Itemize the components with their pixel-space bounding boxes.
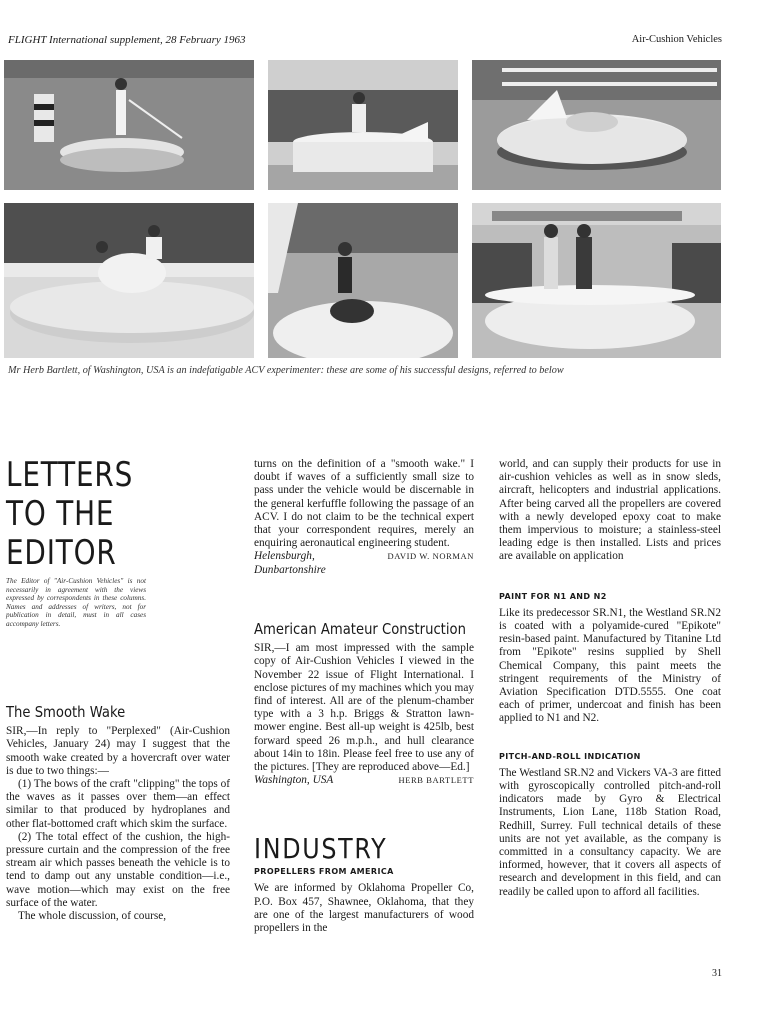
american-column <box>254 620 474 787</box>
american-place: Washington, USA <box>254 774 334 787</box>
running-header-left: FLIGHT International supplement, 28 February 1963 <box>8 34 246 46</box>
industry-column-continued <box>499 458 721 899</box>
photo-caption: Mr Herb Bartlett, of Washington, USA is an indefatigable ACV experimenter: these are some of his successful designs, referred to below <box>8 365 564 376</box>
propellers-paragraph: We are informed by Oklahoma Propeller Co, P.O. Box 457, Shawnee, Oklahoma, that they are one of the largest manufacturers of wood propellers in the <box>254 882 474 935</box>
smooth-wake-paragraph-3: (2) The total effect of the cushion, the high-pressure curtain and the compression of the free stream air which passes beneath the vehicle is to tend to damp out any unstable condition—i.e., wave motion—which may exist on the free surface of the water. <box>6 830 230 909</box>
paint-paragraph: Like its predecessor SR.N1, the Westland SR.N2 is coated with a polyamide-cured "Epikote" resin-based paint. Manufactured by Titanine Ltd from "Epikote" resins supplied by Shell Chemical Company, this paint meets the stringent requirements of the Ministry of Aviation Specification DTD.5555. One coat each of primer, undercoat and finish has been applied to N1 and N2. <box>499 606 721 725</box>
american-signature: HERB BARTLETT <box>398 775 474 786</box>
smooth-wake-heading: The Smooth Wake <box>6 703 126 721</box>
photo-craft-with-children <box>4 203 254 358</box>
page-number: 31 <box>712 968 722 979</box>
letters-title-line-2: TO THE <box>6 494 115 534</box>
photo-craft-with-two-men <box>472 203 721 358</box>
smooth-wake-paragraph-5: turns on the definition of a "smooth wake." I doubt if waves of a sufficiently small size to pass under the vehicle would be discernable in the general kerfuffle following the passage of an ACV. I do not claim to be the technical expert that your correspondent requires, merely an enquiring aeronautical engineering student. <box>254 458 474 550</box>
smooth-wake-paragraph-4: The whole discussion, of course, <box>18 910 167 923</box>
american-heading: American Amateur Construction <box>254 620 466 638</box>
photo-craft-with-operator <box>268 203 458 358</box>
smooth-wake-paragraph-2: (1) The bows of the craft "clipping" the tops of the waves as it passes over them—an effect similar to that produced by hydroplanes and other flat-bottomed craft which skim the surface. <box>6 778 230 830</box>
smooth-wake-place-2: Dunbartonshire <box>254 563 326 576</box>
smooth-wake-place-1 <box>254 550 474 563</box>
editor-disclaimer: The Editor of "Air-Cushion Vehicles" is not necessarily in agreement with the views expressed by correspondents in these columns. Names and addresses of writers, not for publication in detail, must in all cases accompany letters. <box>6 577 146 628</box>
letters-title-line-3: EDITOR <box>6 533 117 573</box>
smooth-wake-place-line-1: Helensburgh, <box>254 550 315 563</box>
smooth-wake-column <box>6 703 230 923</box>
photo-craft-on-water <box>4 60 254 190</box>
running-header-right: Air-Cushion Vehicles <box>631 34 722 45</box>
paint-subheading: PAINT FOR N1 AND N2 <box>499 591 607 601</box>
industry-heading: INDUSTRY <box>254 832 388 865</box>
smooth-wake-signature: DAVID W. NORMAN <box>387 551 474 562</box>
industry-column <box>254 832 474 935</box>
smooth-wake-paragraph-1: SIR,—In reply to "Perplexed" (Air-Cushion Vehicles, January 24) may I suggest that the smooth wake created by a hovercraft over water is due to two things:— <box>6 725 230 777</box>
propellers-subheading: PROPELLERS FROM AMERICA <box>254 867 394 877</box>
american-place-line <box>254 774 474 787</box>
letters-title-line-1: LETTERS <box>6 455 134 495</box>
photo-craft-with-rider <box>268 60 458 190</box>
smooth-wake-continued <box>254 458 474 577</box>
pitch-roll-paragraph: The Westland SR.N2 and Vickers VA-3 are fitted with gyroscopically controlled pitch-and-roll indicators made by Gyro & Electrical Instruments, Lion Lane, 118b Station Road, Redhill, Surrey. Full technical details of these units are not yet available, as the company is committed in a consultancy capacity. We are informed, however, that it covers all aspects of research and development in this field, and can readily be called upon to afford all facilities. <box>499 766 721 898</box>
american-body: SIR,—I am most impressed with the sample copy of Air-Cushion Vehicles I viewed in the November 22 issue of Flight International. I enclose pictures of my machines which you may find of interest. All are of the plenum-chamber type with a 3 h.p. Briggs & Stratton lawn-mower engine. Best all-up weight is 425lb, best forward speed 26 m.p.h., and hull clearance about 14in to 18in. Please feel free to use any of the pictures. [They are reproduced above—Ed.] <box>254 642 474 774</box>
letters-title <box>6 456 133 573</box>
pitch-roll-subheading: PITCH-AND-ROLL INDICATION <box>499 751 641 761</box>
photo-disc-craft-on-lawn <box>472 60 721 190</box>
propellers-paragraph-continued: world, and can supply their products for use in air-cushion vehicles as well as in snow sleds, aircraft, helicopters and industrial applications. After being carved all the propellers are covered with a newly developed epoxy coat to make them impervious to moisture; a stainless-steel leading edge is then installed. Lists and prices are available on application <box>499 458 721 563</box>
